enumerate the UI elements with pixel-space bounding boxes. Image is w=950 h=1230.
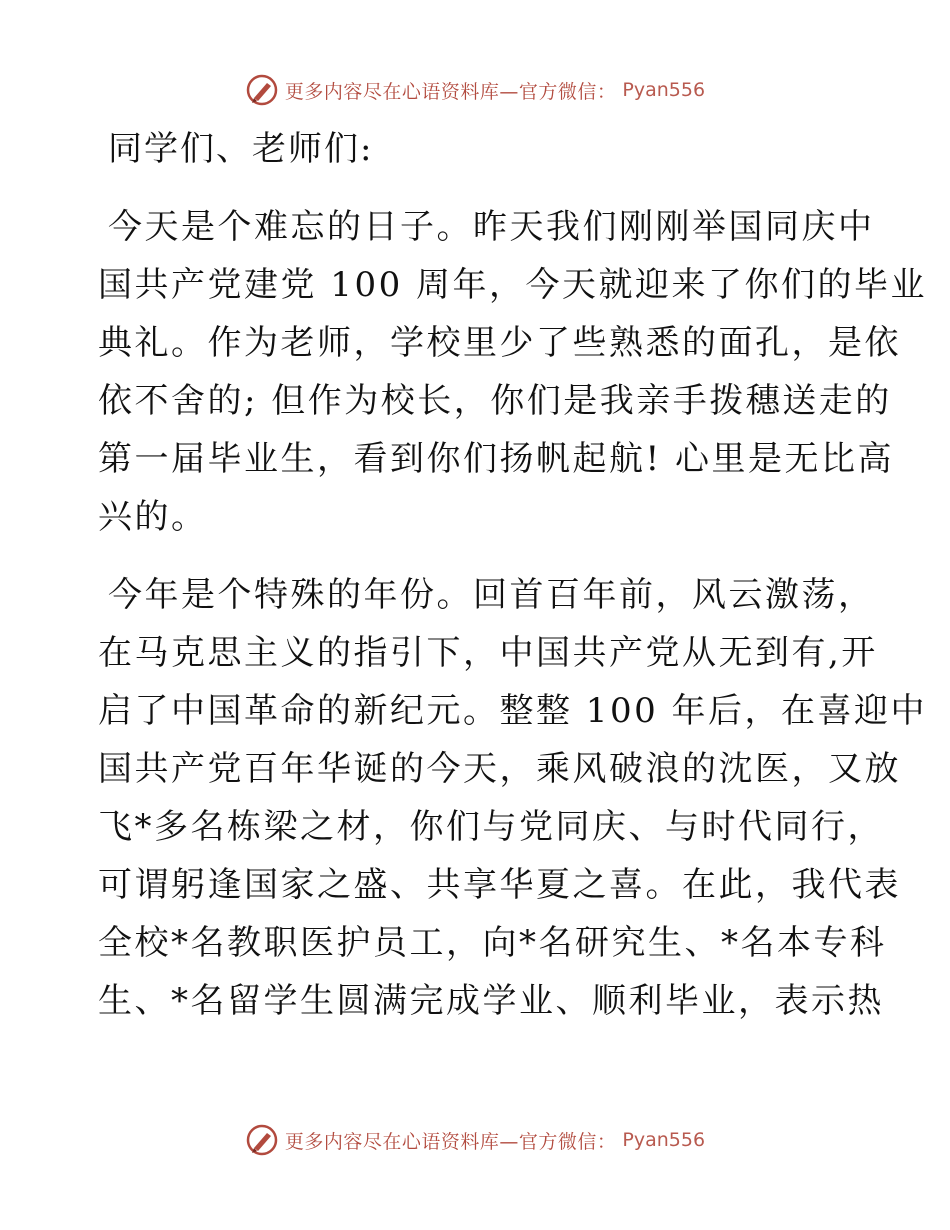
footer-watermark xyxy=(0,1120,950,1160)
watermark-text: 更多内容尽在心语资料库—官方微信： xyxy=(284,80,617,103)
pen-logo-icon xyxy=(245,73,279,107)
text-line: 全校*名教职医护员工，向*名研究生、*名本专科 xyxy=(98,923,887,963)
document-body xyxy=(98,120,928,1050)
pen-logo-icon xyxy=(245,1123,279,1157)
paragraph-1 xyxy=(98,198,928,546)
text-line: 今天是个难忘的日子。昨天我们刚刚举国同庆中 xyxy=(108,207,875,247)
watermark-text: 更多内容尽在心语资料库—官方微信： xyxy=(284,1130,617,1153)
text-line: 生、*名留学生圆满完成学业、顺利毕业，表示热 xyxy=(98,981,884,1021)
text-line: 典礼。作为老师，学校里少了些熟悉的面孔，是依 xyxy=(98,323,901,363)
text-line: 兴的。 xyxy=(98,497,208,537)
paragraph-2 xyxy=(98,566,928,1030)
text-line: 今年是个特殊的年份。回首百年前，风云激荡， xyxy=(108,575,875,615)
watermark-wechat-id: Pyan556 xyxy=(622,1129,706,1151)
text-line: 国共产党百年华诞的今天，乘风破浪的沈医，又放 xyxy=(98,749,901,789)
text-line: 在马克思主义的指引下，中国共产党从无到有,开 xyxy=(98,633,878,673)
text-line: 可谓躬逢国家之盛、共享华夏之喜。在此，我代表 xyxy=(98,865,901,905)
header-watermark xyxy=(0,70,950,110)
text-line: 国共产党建党 100 周年，今天就迎来了你们的毕业 xyxy=(98,265,928,305)
greeting: 同学们、老师们: xyxy=(108,129,374,169)
text-line: 飞*多名栋梁之材，你们与党同庆、与时代同行， xyxy=(98,807,884,847)
text-line: 启了中国革命的新纪元。整整 100 年后，在喜迎中 xyxy=(98,691,928,731)
text-line: 第一届毕业生，看到你们扬帆起航! 心里是无比高 xyxy=(98,439,894,479)
watermark-wechat-id: Pyan556 xyxy=(622,79,706,101)
text-line: 依不舍的; 但作为校长，你们是我亲手拨穗送走的 xyxy=(98,381,892,421)
